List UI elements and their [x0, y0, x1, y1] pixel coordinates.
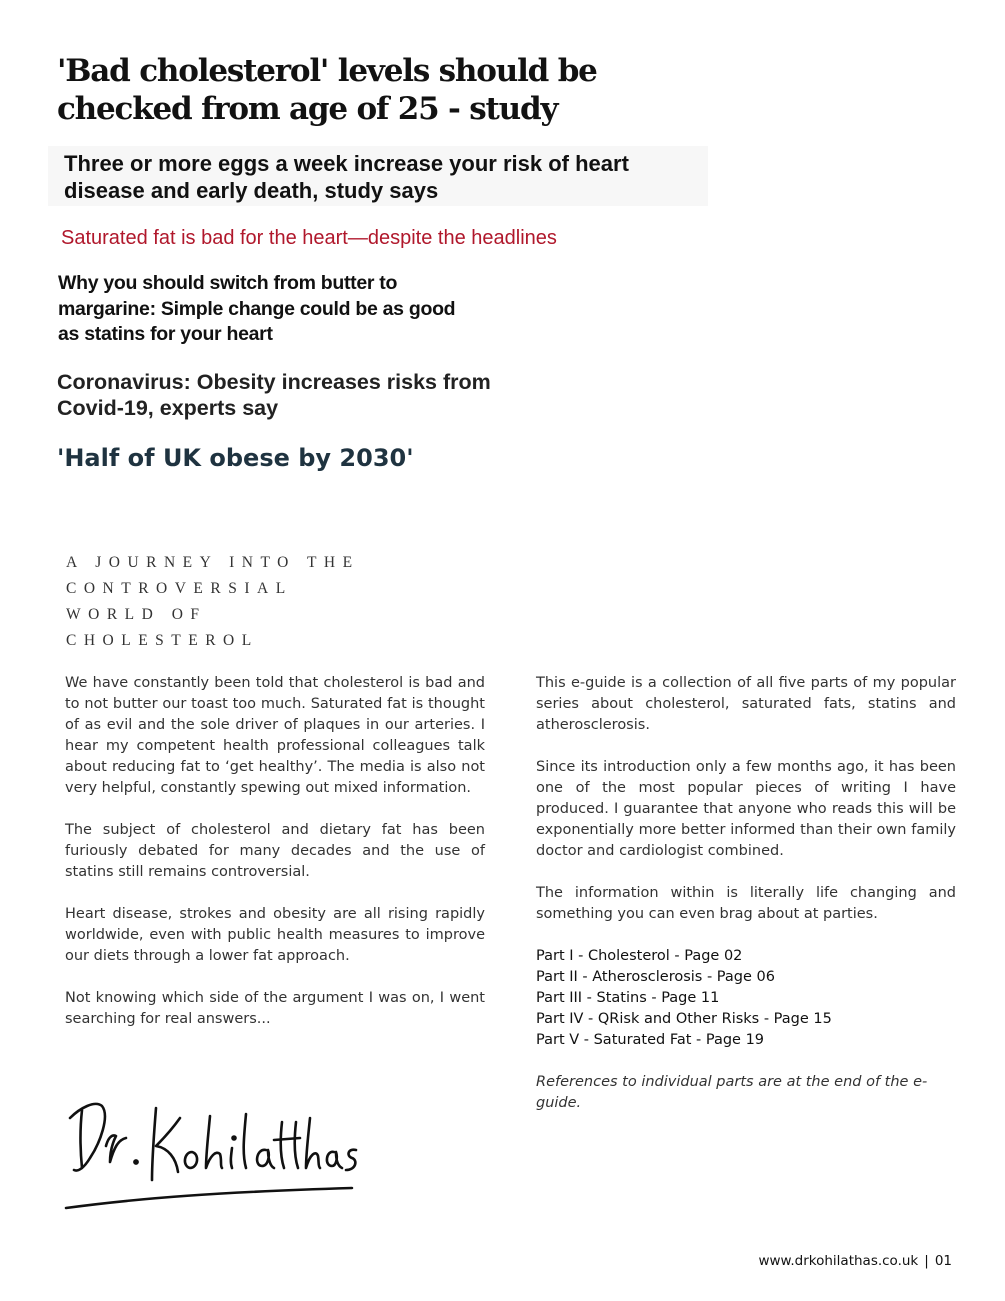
headline-eggs: Three or more eggs a week increase your risk of heart disease and early death, study says — [48, 146, 708, 206]
headline-coronavirus: Coronavirus: Obesity increases risks from Covid-19, experts say — [57, 370, 491, 420]
signature — [60, 1088, 360, 1213]
footer-website-link[interactable]: www.drkohilathas.co.uk — [758, 1253, 919, 1269]
footer-separator: | — [924, 1253, 929, 1269]
subtitle-line: A JOURNEY INTO THE — [66, 554, 360, 571]
subtitle-line: WORLD OF — [66, 606, 207, 623]
headline-half-uk-obese: 'Half of UK obese by 2030' — [57, 444, 414, 472]
guide-paragraph: Since its introduction only a few months ago, it has been one of the most popular pieces of writing I have produced. I guarantee that anyone who reads this will be exponentially more better informed than their own family doctor and cardiologist combined. — [536, 759, 956, 859]
guide-paragraph: The information within is literally life changing and something you can even brag about at parties. — [536, 885, 956, 922]
contents-list — [536, 946, 956, 1051]
page-number: 01 — [934, 1253, 952, 1269]
contents-item[interactable]: Part I - Cholesterol - Page 02 — [536, 948, 743, 964]
contents-item[interactable]: Part II - Atherosclerosis - Page 06 — [536, 969, 775, 985]
headline-bad-cholesterol: 'Bad cholesterol' levels should be checked from age of 25 - study — [57, 53, 597, 127]
section-subtitle — [66, 550, 386, 654]
contents-item[interactable]: Part V - Saturated Fat - Page 19 — [536, 1032, 765, 1048]
intro-right-column — [536, 673, 956, 1135]
references-note: References to individual parts are at the end of the e-guide. — [536, 1074, 928, 1111]
page-footer — [600, 1253, 952, 1269]
intro-paragraph: The subject of cholesterol and dietary fat has been furiously debated for many decades and the use of statins still remains controversial. — [65, 822, 485, 880]
headline-saturated-fat: Saturated fat is bad for the heart—despite the headlines — [61, 227, 557, 249]
contents-item[interactable]: Part IV - QRisk and Other Risks - Page 15 — [536, 1011, 832, 1027]
guide-paragraph: This e-guide is a collection of all five parts of my popular series about cholesterol, saturated fats, statins and atherosclerosis. — [536, 675, 956, 733]
subtitle-line: CONTROVERSIAL — [66, 580, 293, 597]
intro-paragraph: We have constantly been told that cholesterol is bad and to not butter our toast too much. Saturated fat is thought of as evil and the sole driver of plaques in our arteries. I hear my competent health professional colleagues talk about reducing fat to ‘get healthy’. The media is also not very helpful, constantly spewing out mixed information. — [65, 675, 485, 796]
intro-left-column — [65, 673, 485, 1051]
intro-paragraph: Not knowing which side of the argument I was on, I went searching for real answers... — [65, 990, 485, 1027]
subtitle-line: CHOLESTEROL — [66, 632, 259, 649]
contents-item[interactable]: Part III - Statins - Page 11 — [536, 990, 720, 1006]
intro-paragraph: Heart disease, strokes and obesity are all rising rapidly worldwide, even with public health measures to improve our diets through a lower fat approach. — [65, 906, 485, 964]
headline-margarine: Why you should switch from butter to margarine: Simple change could be as good as statins for your heart — [58, 272, 456, 345]
